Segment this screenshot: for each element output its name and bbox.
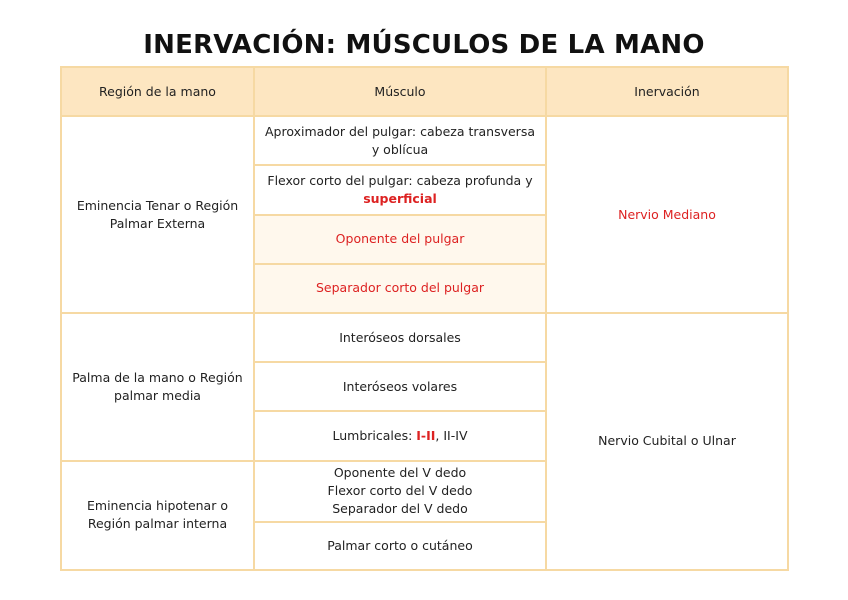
muscle-oponente-v: Oponente del V dedo — [333, 465, 467, 481]
muscle-flexor-v: Flexor corto del V dedo — [327, 483, 473, 499]
muscle-aproximador: Aproximador del pulgar: cabeza transversa y oblícua — [254, 116, 546, 165]
muscle-oponente-pulgar: Oponente del pulgar — [254, 215, 546, 264]
header-region: Región de la mano — [61, 67, 254, 116]
lumbricales-highlight: I-II — [416, 427, 436, 443]
innervation-table — [60, 66, 789, 571]
header-muscle: Músculo — [254, 67, 546, 116]
flexor-corto-highlight: superficial — [363, 190, 437, 206]
region-tenar: Eminencia Tenar o Región Palmar Externa — [61, 116, 254, 313]
region-palma: Palma de la mano o Región palmar media — [61, 313, 254, 461]
muscle-palmar-corto: Palmar corto o cutáneo — [254, 522, 546, 570]
header-nerve: Inervación — [546, 67, 788, 116]
page-title: INERVACIÓN: MÚSCULOS DE LA MANO — [143, 30, 705, 60]
muscle-separador-pulgar: Separador corto del pulgar — [254, 264, 546, 313]
muscle-interoseos-volares: Interóseos volares — [254, 362, 546, 411]
muscles-v-dedo — [254, 461, 546, 522]
muscle-separador-v: Separador del V dedo — [332, 501, 468, 517]
muscle-interoseos-dorsales: Interóseos dorsales — [254, 313, 546, 362]
nerve-mediano: Nervio Mediano — [546, 116, 788, 313]
lumbricales-suffix: , II-IV — [435, 427, 468, 443]
nerve-cubital: Nervio Cubital o Ulnar — [546, 313, 788, 570]
muscle-lumbricales — [254, 411, 546, 460]
table-row — [61, 116, 788, 165]
region-hipotenar: Eminencia hipotenar o Región palmar interna — [61, 461, 254, 571]
table-header-row — [61, 67, 788, 116]
table-row — [61, 313, 788, 362]
muscle-flexor-corto-pulgar — [254, 165, 546, 214]
lumbricales-text: Lumbricales: — [332, 427, 417, 443]
flexor-corto-text: Flexor corto del pulgar: cabeza profunda y — [267, 172, 533, 188]
